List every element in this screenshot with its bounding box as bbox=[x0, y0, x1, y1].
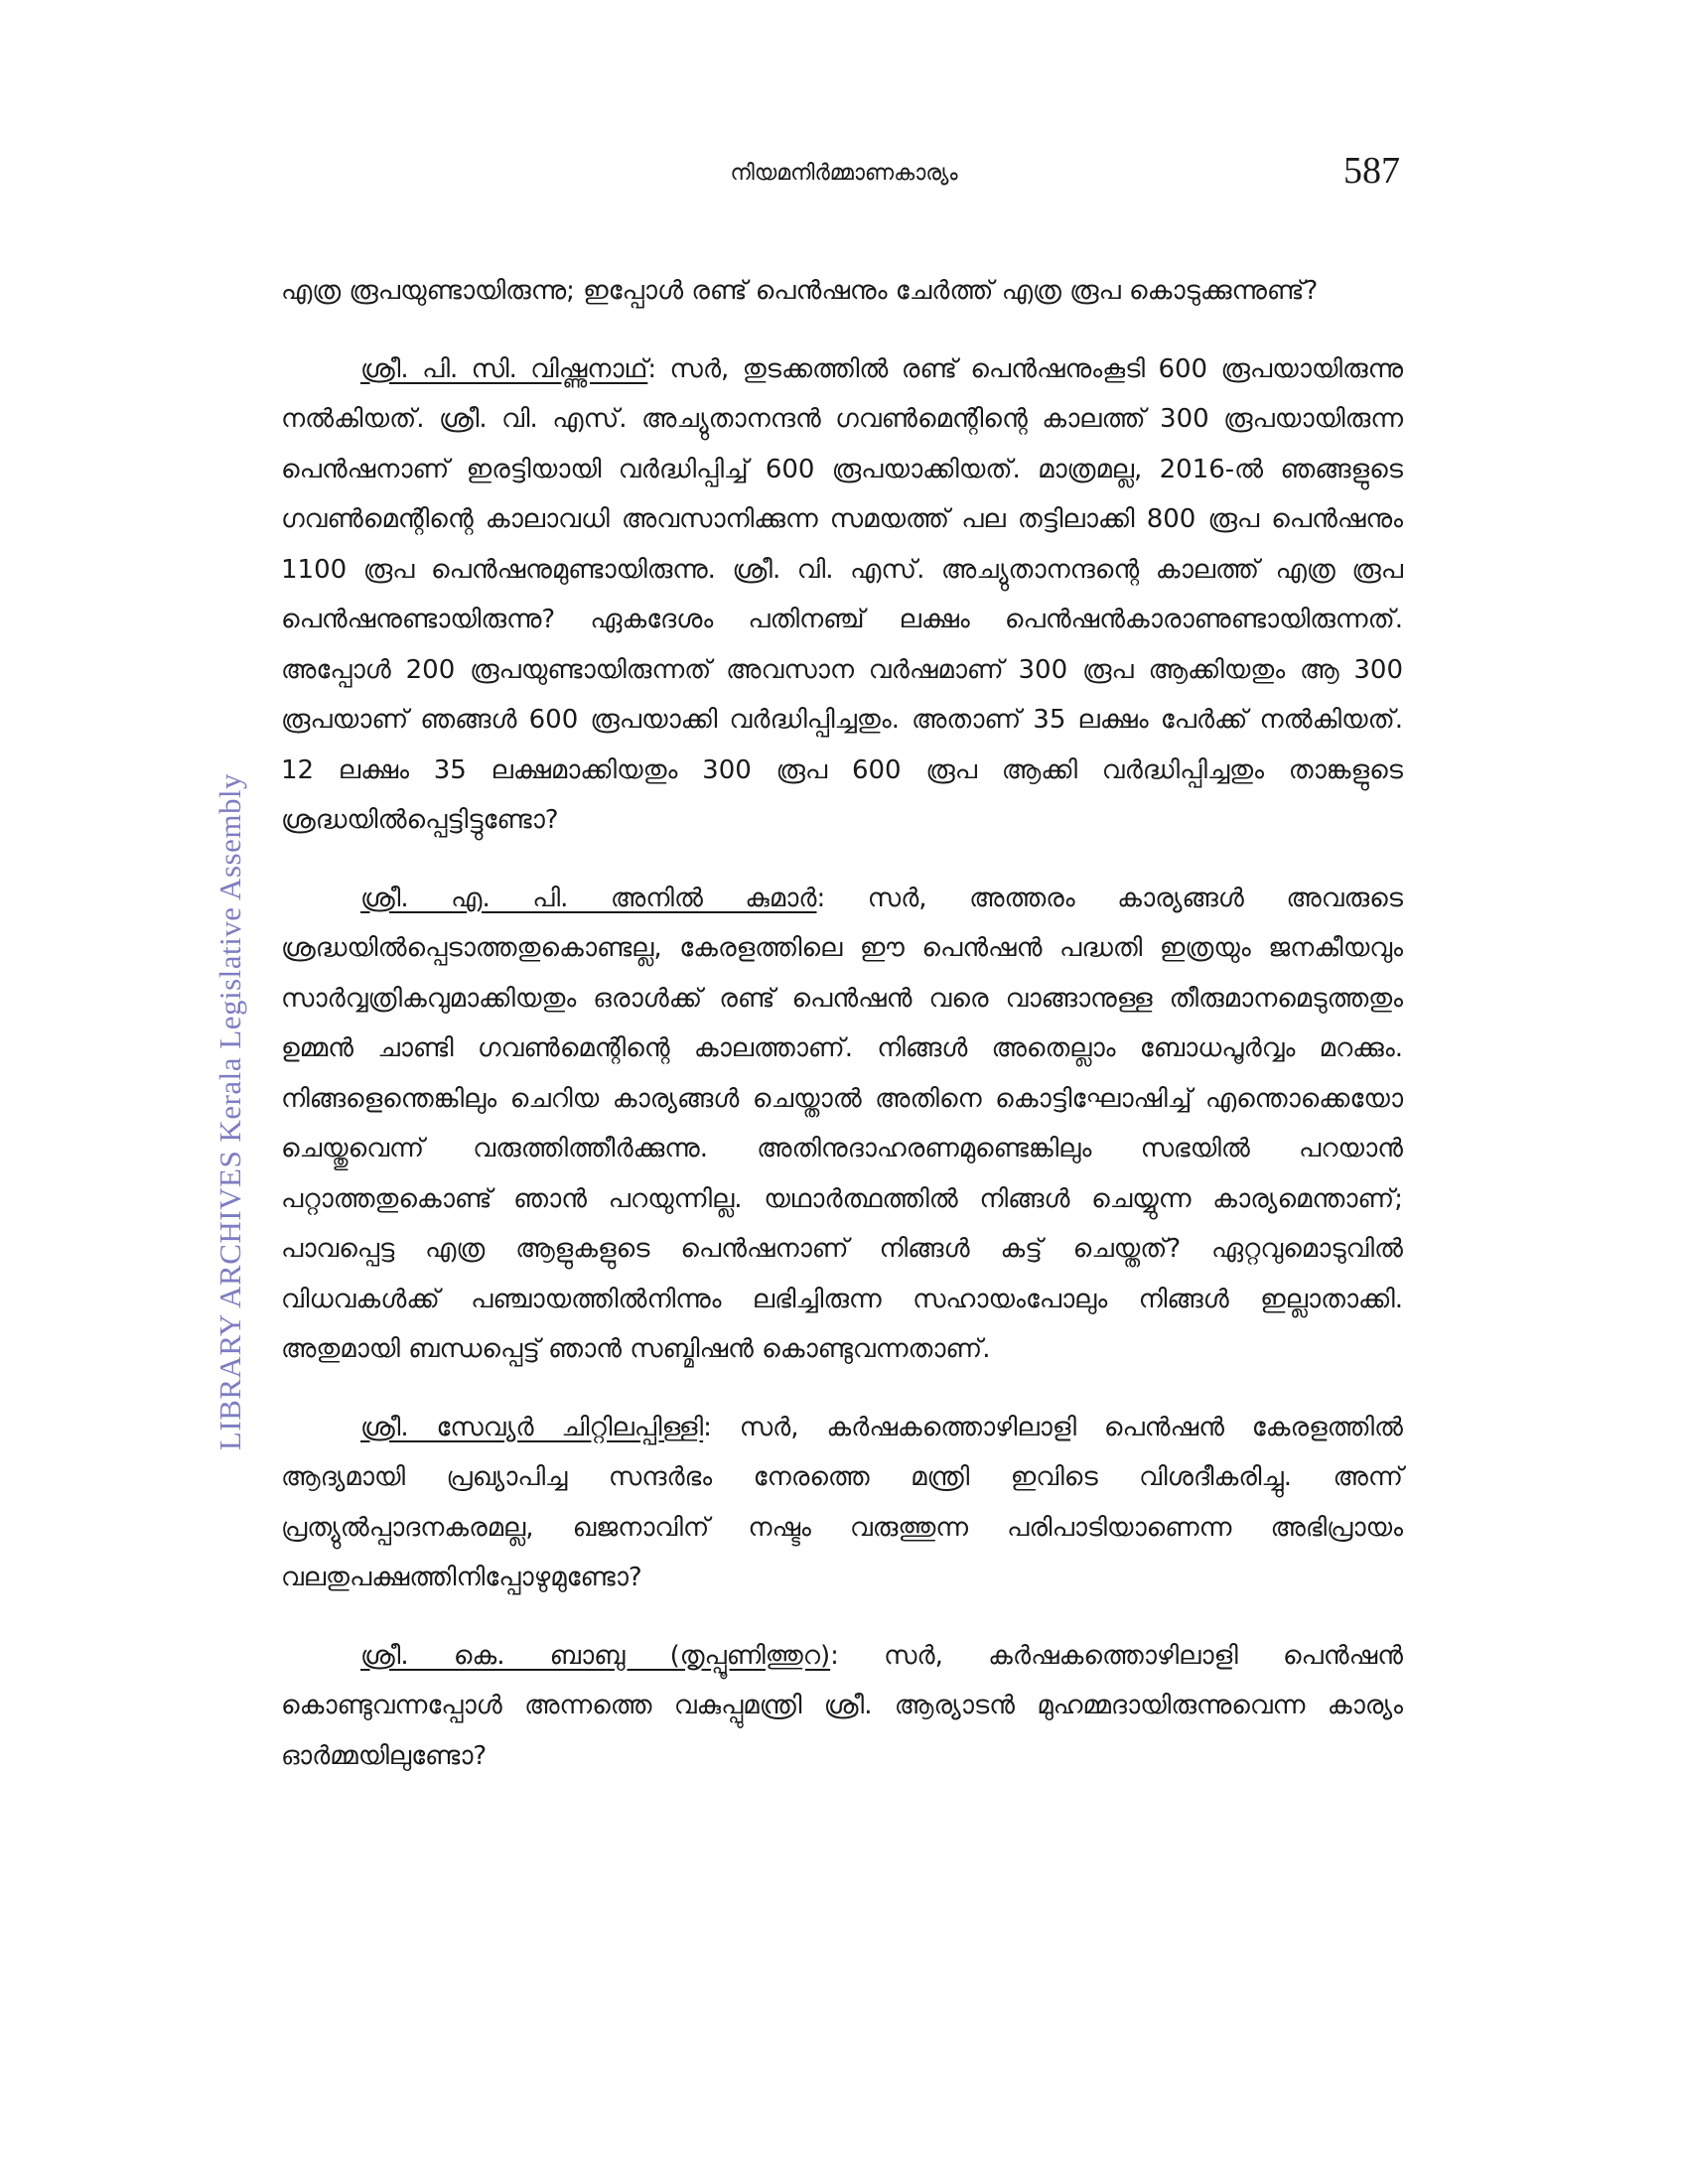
speaker-name: ശ്രീ. പി. സി. വിഷ്ണുനാഥ് bbox=[360, 353, 648, 384]
page-body bbox=[281, 266, 1403, 1809]
running-title: നിയമനിർമ്മാണകാര്യം bbox=[730, 161, 958, 186]
paragraph-continued bbox=[281, 266, 1403, 317]
speech-text: : സർ, അത്തരം കാര്യങ്ങൾ അവരുടെ ശ്രദ്ധയിൽപ്പെടാത്തതുകൊണ്ടല്ല, കേരളത്തിലെ ഈ പെൻഷൻ പദ്ധതി ഇത്രയും ജനകീയവും സാർവ്വത്രികവുമാക്കിയതും ഒരാൾക്ക് രണ്ട് പെൻഷൻ വരെ വാങ്ങാനുള്ള തീരുമാനമെടുത്തതും ഉമ്മൻ ചാണ്ടി ഗവൺമെന്റിന്റെ കാലത്താണ്. നിങ്ങൾ അതെല്ലാം ബോധപൂർവ്വം മറക്കും. നിങ്ങളെന്തെങ്കിലും ചെറിയ കാര്യങ്ങൾ ചെയ്താൽ അതിനെ കൊട്ടിഘോഷിച്ച് എന്തൊക്കെയോ ചെയ്തുവെന്ന് വരുത്തിത്തീർക്കുന്നു. അതിനുദാഹരണമുണ്ടെങ്കിലും സഭയിൽ പറയാൻ പറ്റാത്തതുകൊണ്ട് ഞാൻ പറയുന്നില്ല. യഥാർത്ഥത്തിൽ നിങ്ങൾ ചെയ്യുന്ന കാര്യമെന്താണ്; പാവപ്പെട്ട എത്ര ആളുകളുടെ പെൻഷനാണ് നിങ്ങൾ കട്ട് ചെയ്തത്? ഏറ്റവുമൊടുവിൽ വിധവകൾക്ക് പഞ്ചായത്തിൽനിന്നും ലഭിച്ചിരുന്ന സഹായംപോലും നിങ്ങൾ ഇല്ലാതാക്കി. അതുമായി ബന്ധപ്പെട്ട് ഞാൻ സബ്മിഷൻ കൊണ്ടുവന്നതാണ്. bbox=[281, 883, 1403, 1364]
speech-paragraph bbox=[281, 344, 1403, 846]
speech-text: : സർ, തുടക്കത്തിൽ രണ്ട് പെൻഷനുംകൂടി 600 രൂപയായിരുന്നു നൽകിയത്. ശ്രീ. വി. എസ്. അച്യുതാനന്ദൻ ഗവൺമെന്റിന്റെ കാലത്ത് 300 രൂപയായിരുന്ന പെൻഷനാണ് ഇരട്ടിയായി വർദ്ധിപ്പിച്ച് 600 രൂപയാക്കിയത്. മാത്രമല്ല, 2016-ൽ ഞങ്ങളുടെ ഗവൺമെന്റിന്റെ കാലാവധി അവസാനിക്കുന്ന സമയത്ത് പല തട്ടിലാക്കി 800 രൂപ പെൻഷനും 1100 രൂപ പെൻഷനുമുണ്ടായിരുന്നു. ശ്രീ. വി. എസ്. അച്യുതാനന്ദന്റെ കാലത്ത് എത്ര രൂപ പെൻഷനുണ്ടായിരുന്നു? ഏകദേശം പതിനഞ്ച് ലക്ഷം പെൻഷൻകാരാണുണ്ടായിരുന്നത്. അപ്പോൾ 200 രൂപയുണ്ടായിരുന്നത് അവസാന വർഷമാണ് 300 രൂപ ആക്കിയതും ആ 300 രൂപയാണ് ഞങ്ങൾ 600 രൂപയാക്കി വർദ്ധിപ്പിച്ചതും. അതാണ് 35 ലക്ഷം പേർക്ക് നൽകിയത്. 12 ലക്ഷം 35 ലക്ഷമാക്കിയതും 300 രൂപ 600 രൂപ ആക്കി വർദ്ധിപ്പിച്ചതും താങ്കളുടെ ശ്രദ്ധയിൽപ്പെട്ടിട്ടുണ്ടോ? bbox=[281, 353, 1403, 835]
speech-text: : സർ, കർഷകത്തൊഴിലാളി പെൻഷൻ കൊണ്ടുവന്നപ്പോൾ അന്നത്തെ വകുപ്പുമന്ത്രി ശ്രീ. ആര്യാടൻ മുഹമ്മദായിരുന്നുവെന്ന കാര്യം ഓർമ്മയിലുണ്ടോ? bbox=[281, 1640, 1404, 1771]
speech-paragraph bbox=[281, 1631, 1403, 1782]
speaker-name: ശ്രീ. എ. പി. അനിൽ കുമാർ bbox=[360, 883, 817, 913]
speaker-name: ശ്രീ. സേവ്യർ ചിറ്റിലപ്പിള്ളി bbox=[360, 1412, 704, 1442]
speech-text: : സർ, കർഷകത്തൊഴിലാളി പെൻഷൻ കേരളത്തിൽ ആദ്യമായി പ്രഖ്യാപിച്ച സന്ദർഭം നേരത്തെ മന്ത്രി ഇവിടെ വിശദീകരിച്ചു. അന്ന് പ്രത്യുൽപ്പാദനകരമല്ല, ഖജനാവിന് നഷ്ടം വരുത്തുന്ന പരിപാടിയാണെന്ന അഭിപ്രായം വലതുപക്ഷത്തിനിപ്പോഴുമുണ്ടോ? bbox=[281, 1412, 1403, 1592]
paragraph-text: എത്ര രൂപയുണ്ടായിരുന്നു; ഇപ്പോൾ രണ്ട് പെൻഷനും ചേർത്ത് എത്ര രൂപ കൊടുക്കുന്നുണ്ട്? bbox=[281, 276, 1319, 306]
page-number: 587 bbox=[1343, 150, 1400, 192]
speech-paragraph bbox=[281, 874, 1403, 1375]
library-watermark: LIBRARY ARCHIVES Kerala Legislative Assembly bbox=[212, 772, 247, 1451]
speech-paragraph bbox=[281, 1403, 1403, 1603]
page-header bbox=[0, 149, 1688, 199]
speaker-name: ശ്രീ. കെ. ബാബു (തൃപ്പൂണിത്തുറ) bbox=[360, 1640, 831, 1671]
